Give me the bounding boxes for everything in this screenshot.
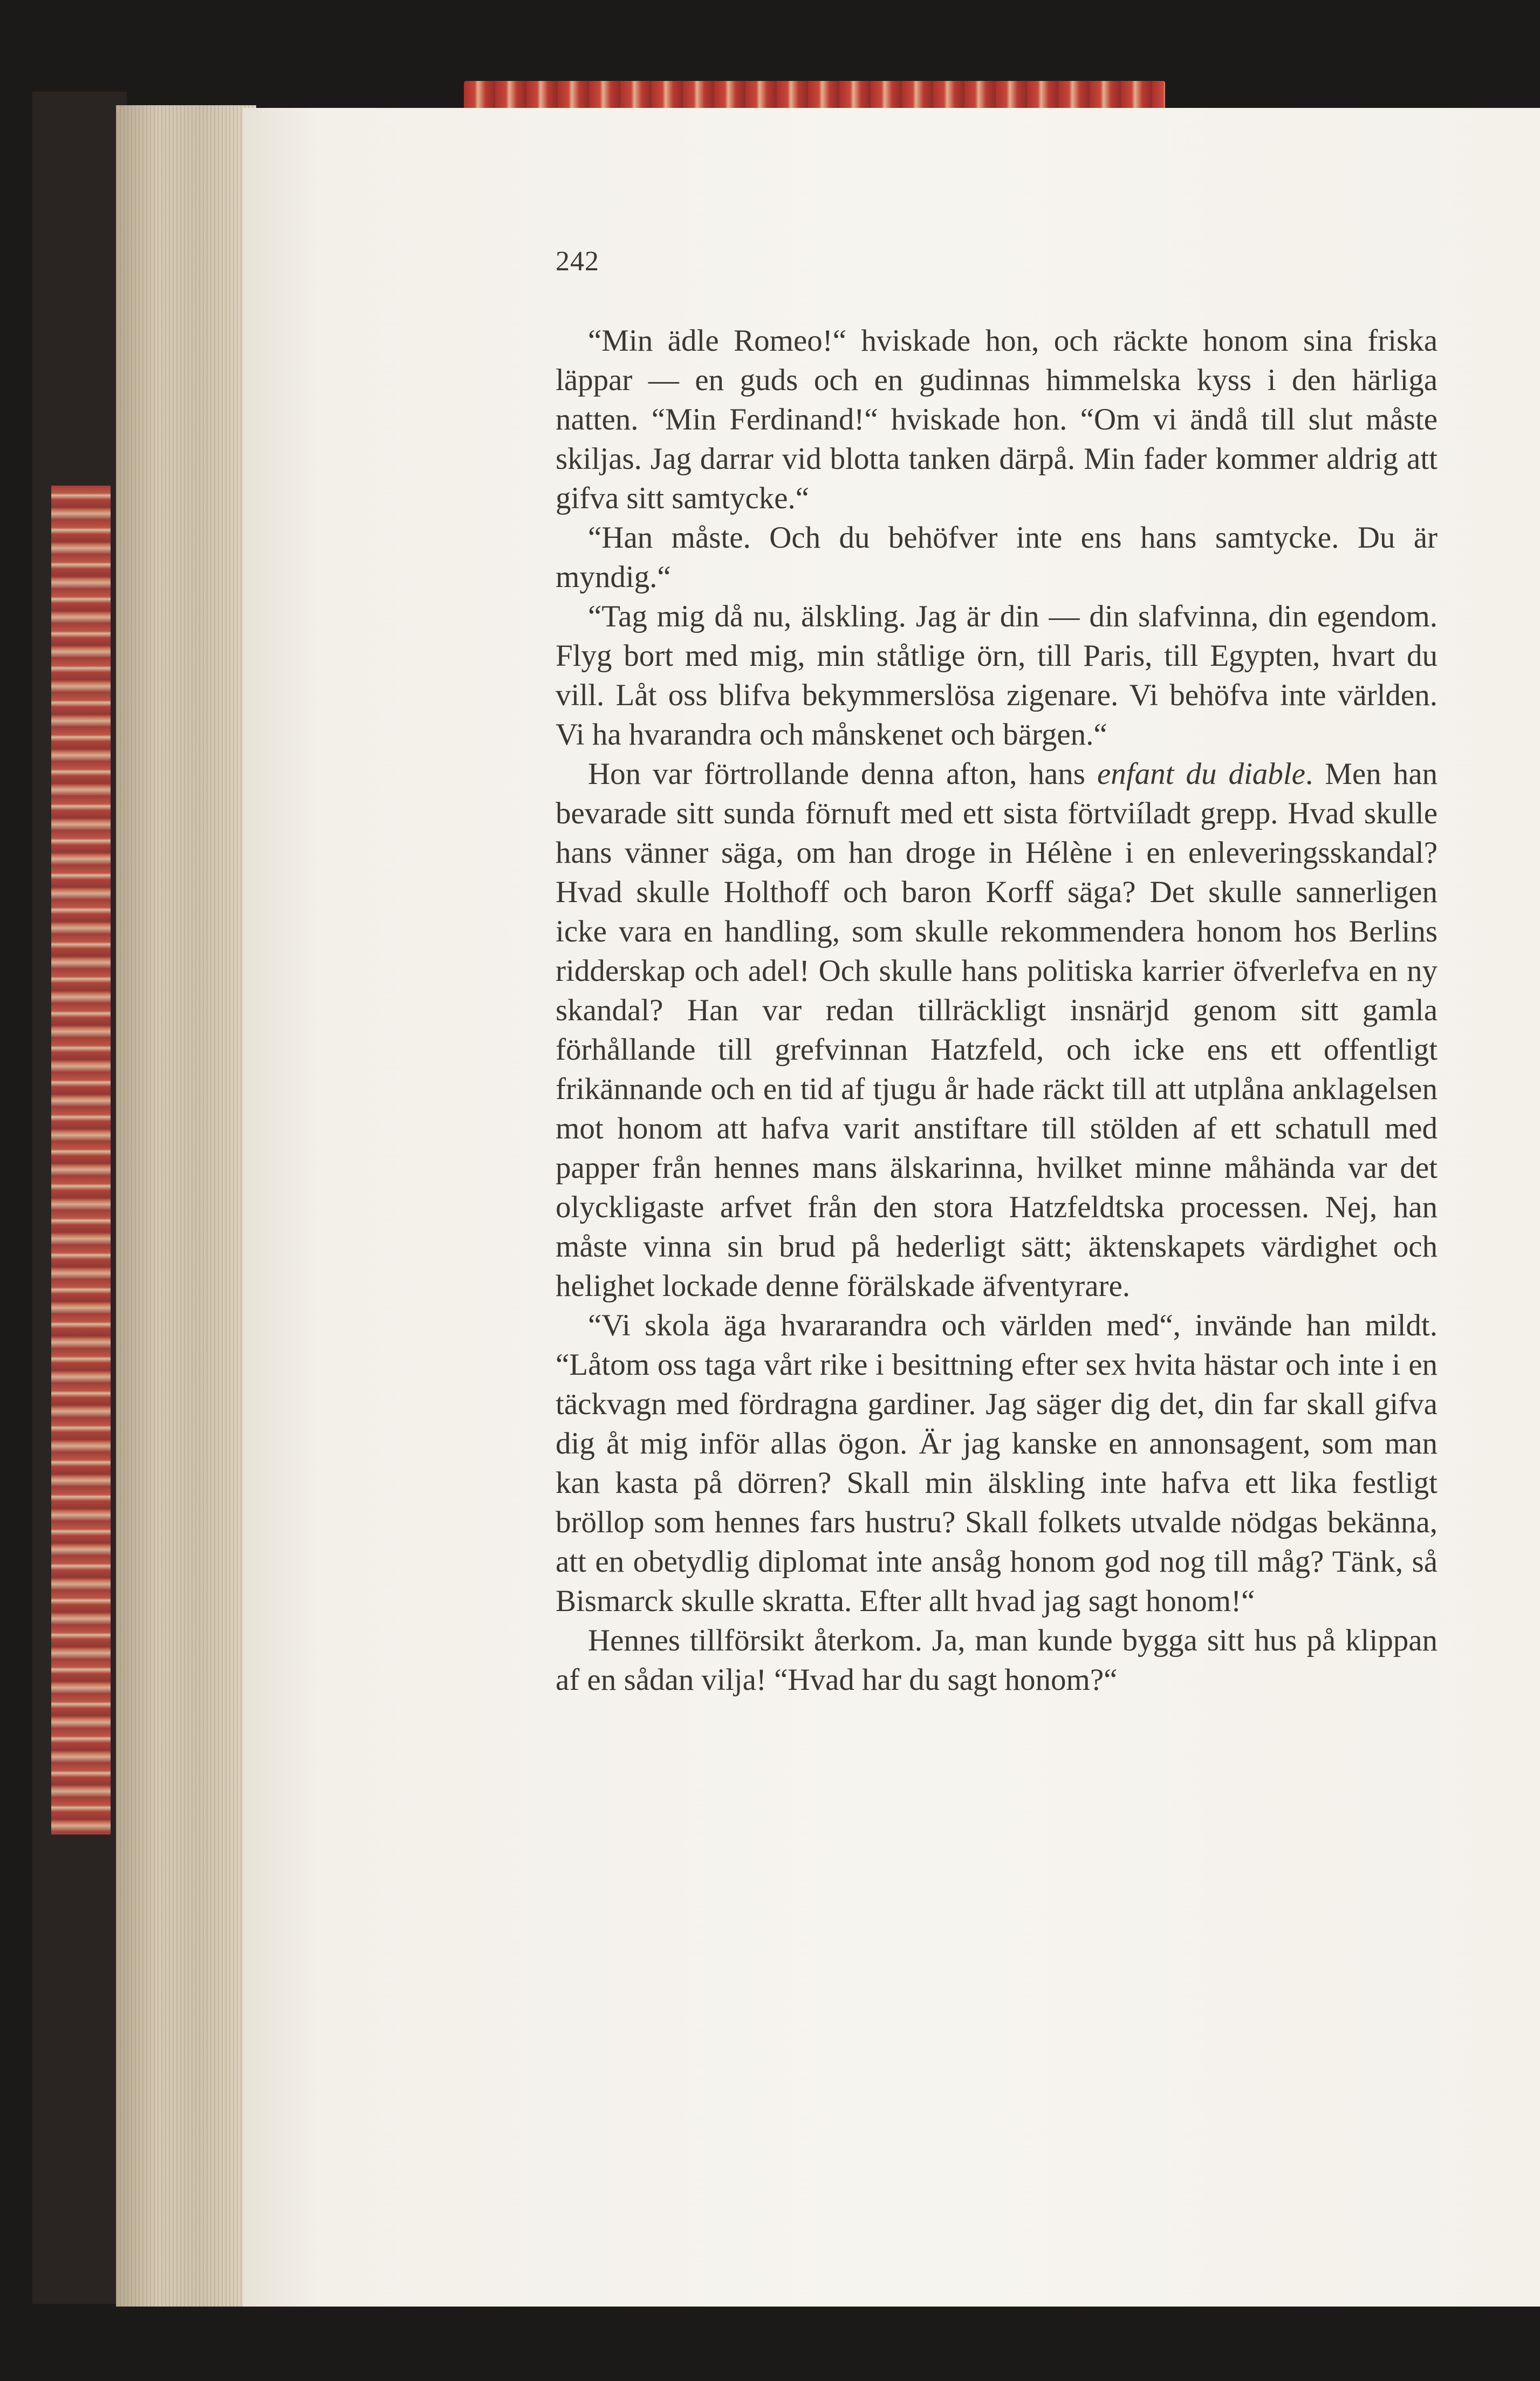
- paragraph: “Vi skola äga hvararandra och världen med“, invände han mildt. “Låtom oss taga vårt rike i besittning efter sex hvita hästar och inte i en täckvagn med fördragna gardiner. Jag säger dig det, din far skall gifva dig åt mig inför allas ögon. Är jag kanske en annonsagent, som man kan kasta på dörren? Skall min älskling inte hafva ett lika festligt bröllop som hennes fars hustru? Skall folkets utvalde nödgas bekänna, att en obetydlig diplomat inte ansåg honom god nog till måg? Tänk, så Bismarck skulle skratta. Efter allt hvad jag sagt honom!“: [556, 1308, 1438, 1618]
- paragraph-text: . Men han bevarade sitt sunda förnuft med ett sista förtviíladt grepp. Hvad skulle hans vänner säga, om han droge in Hélène i en enleveringsskandal? Hvad skulle Holthoff och baron Korff säga? Det skulle sannerligen icke vara en handling, som skulle rekommendera honom hos Berlins ridderskap och adel! Och skulle hans politiska karrier öfverlefva en ny skandal? Han var redan tillräckligt insnärjd genom sitt gamla förhållande till grefvinnan Hatzfeld, och icke ens ett offentligt frikännande och en tid af tjugu år hade räckt till att utplåna anklagelsen mot honom att hafva varit anstiftare till stölden af ett schatull med papper från hennes mans älskarinna, hvilket minne måhända var det olyckligaste arfvet från den stora Hatzfeldtska processen. Nej, han måste vinna sin brud på hederligt sätt; äktenskapets värdighet och helighet lockade denne förälskade äfventyrare.: [556, 757, 1438, 1303]
- page-number: 242: [556, 246, 599, 277]
- paragraph: “Min ädle Romeo!“ hviskade hon, och räckte honom sina friska läppar — en guds och en gudinnas himmelska kyss i den härliga natten. “Min Ferdinand!“ hviskade hon. “Om vi ändå till slut måste skiljas. Jag darrar vid blotta tanken därpå. Min fader kommer aldrig att gifva sitt samtycke.“: [556, 324, 1438, 515]
- paragraph-text: Hon var förtrollande denna afton, hans: [588, 757, 1097, 791]
- page-stack-edge: [116, 105, 256, 2307]
- paragraph: “Han måste. Och du behöfver inte ens hans samtycke. Du är myndig.“: [556, 521, 1438, 594]
- paragraph: [556, 754, 1438, 1306]
- marbled-page-edge: [51, 486, 111, 1834]
- italic-phrase: enfant du diable: [1097, 757, 1305, 791]
- page-body-text: [556, 321, 1438, 1700]
- paragraph: Hennes tillförsikt återkom. Ja, man kunde bygga sitt hus på klippan af en sådan vilja! “Hvad har du sagt honom?“: [556, 1623, 1438, 1697]
- paragraph: “Tag mig då nu, älskling. Jag är din — din slafvinna, din egendom. Flyg bort med mig, min ståtlige örn, till Paris, till Egypten, hvart du vill. Låt oss blifva bekymmerslösa zigenare. Vi behöfva inte världen. Vi ha hvarandra och månskenet och bärgen.“: [556, 599, 1438, 752]
